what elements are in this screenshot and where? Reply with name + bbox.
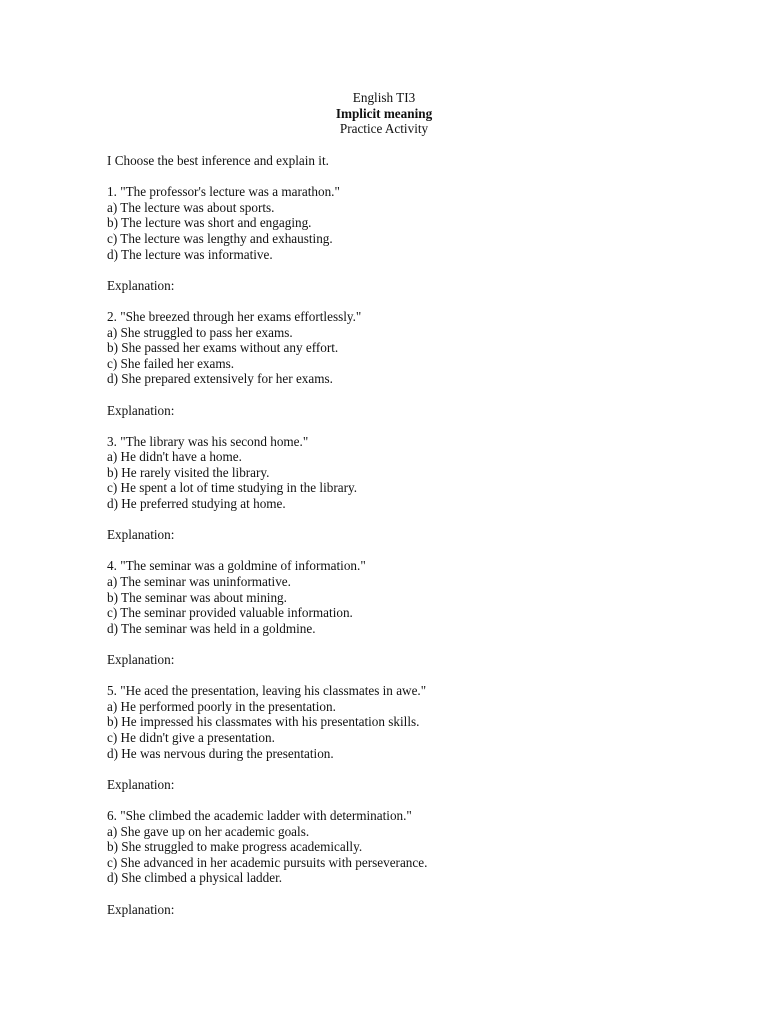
explanation-label: Explanation:: [107, 901, 175, 917]
answer-option: b) He rarely visited the library.: [107, 464, 270, 480]
question-prompt: 2. "She breezed through her exams effortlessly.": [107, 308, 362, 324]
activity-subtitle: Practice Activity: [339, 121, 429, 137]
answer-option: b) The seminar was about mining.: [107, 589, 287, 605]
answer-option: b) She passed her exams without any effort.: [107, 340, 339, 356]
answer-option: d) He was nervous during the presentation.: [107, 745, 334, 761]
question-block: [107, 683, 727, 808]
answer-option: c) The lecture was lengthy and exhausting.: [107, 230, 333, 246]
course-title: English TI3: [352, 90, 416, 105]
explanation-label: Explanation:: [107, 402, 175, 418]
answer-option: b) He impressed his classmates with his presentation skills.: [107, 714, 420, 730]
explanation-label: Explanation:: [107, 776, 175, 792]
document-header: [284, 90, 484, 137]
question-prompt: 6. "She climbed the academic ladder with determination.": [107, 807, 412, 823]
answer-option: b) She struggled to make progress academically.: [107, 839, 363, 855]
answer-option: a) The lecture was about sports.: [107, 199, 275, 215]
answer-option: a) He performed poorly in the presentation.: [107, 698, 336, 714]
answer-option: b) The lecture was short and engaging.: [107, 215, 312, 231]
question-block: [107, 558, 727, 683]
question-block: [107, 808, 727, 917]
document-body: [107, 153, 727, 917]
answer-option: d) She prepared extensively for her exams.: [107, 371, 333, 387]
answer-option: c) He spent a lot of time studying in the library.: [107, 480, 358, 496]
answer-option: a) She gave up on her academic goals.: [107, 823, 310, 839]
answer-option: c) She advanced in her academic pursuits with perseverance.: [107, 854, 428, 870]
answer-option: c) The seminar provided valuable information.: [107, 605, 353, 621]
answer-option: d) She climbed a physical ladder.: [107, 870, 283, 886]
answer-option: d) He preferred studying at home.: [107, 496, 286, 512]
explanation-label: Explanation:: [107, 527, 175, 543]
question-block: [107, 184, 727, 309]
explanation-label: Explanation:: [107, 652, 175, 667]
question-prompt: 3. "The library was his second home.": [107, 433, 309, 449]
answer-option: a) The seminar was uninformative.: [107, 574, 291, 590]
question-block: [107, 309, 727, 434]
answer-option: d) The lecture was informative.: [107, 246, 273, 262]
answer-option: d) The seminar was held in a goldmine.: [107, 620, 316, 636]
question-prompt: 5. "He aced the presentation, leaving his classmates in awe.": [107, 683, 427, 699]
question-prompt: 4. "The seminar was a goldmine of information.": [107, 558, 366, 574]
question-prompt: 1. "The professor's lecture was a marathon.": [107, 184, 340, 200]
answer-option: c) She failed her exams.: [107, 355, 235, 371]
answer-option: a) He didn't have a home.: [107, 449, 242, 465]
topic-title: Implicit meaning: [335, 105, 433, 121]
explanation-label: Explanation:: [107, 277, 175, 293]
instruction-text: I Choose the best inference and explain it.: [107, 153, 329, 168]
answer-option: a) She struggled to pass her exams.: [107, 324, 293, 340]
question-block: [107, 434, 727, 559]
answer-option: c) He didn't give a presentation.: [107, 729, 275, 745]
